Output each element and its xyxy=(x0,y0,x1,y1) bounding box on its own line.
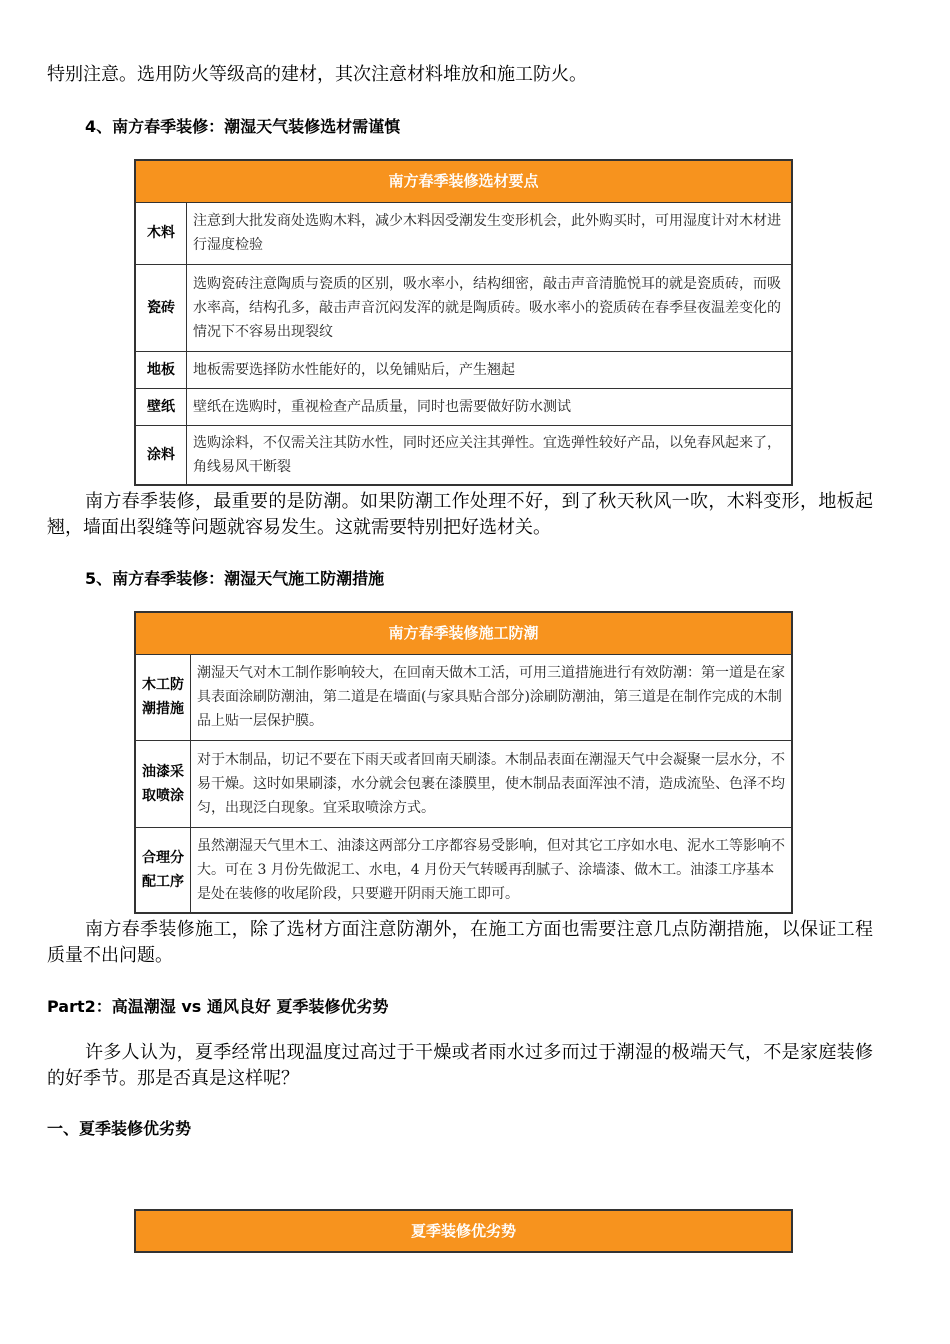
table-row xyxy=(135,351,792,388)
part-2-subheading: 一、夏季装修优劣势 xyxy=(47,1119,192,1138)
row-text: 壁纸在选购时，重视检查产品质量，同时也需要做好防水测试 xyxy=(187,388,793,425)
table-row xyxy=(135,202,792,264)
row-label-line: 合理分 xyxy=(142,849,184,866)
row-label xyxy=(135,827,191,913)
part-2-heading: Part2：高温潮湿 vs 通风良好 夏季装修优劣势 xyxy=(47,997,389,1016)
materials-table-title: 南方春季装修选材要点 xyxy=(135,160,792,202)
table-row xyxy=(135,264,792,351)
row-text: 地板需要选择防水性能好的，以免铺贴后，产生翘起 xyxy=(187,351,793,388)
part-2-paragraph: 许多人认为，夏季经常出现温度过高过于干燥或者雨水过多而过于潮湿的极端天气，不是家庭装修的好季节。那是否真是这样呢？ xyxy=(47,1042,873,1089)
row-label: 涂料 xyxy=(135,425,187,485)
row-text: 对于木制品，切记不要在下雨天或者回南天刷漆。木制品表面在潮湿天气中会凝聚一层水分，不易干燥。这时如果刷漆，水分就会包裹在漆膜里，使木制品表面浑浊不清，造成流坠、色泽不均匀，出现泛白现象。宜采取喷涂方式。 xyxy=(191,740,793,827)
row-label: 木料 xyxy=(135,202,187,264)
row-text: 注意到大批发商处选购木料，减少木料因受潮发生变形机会，此外购买时，可用湿度计对木材进行湿度检验 xyxy=(187,202,793,264)
table-row xyxy=(135,827,792,913)
table-row xyxy=(135,425,792,485)
section-4-paragraph: 南方春季装修，最重要的是防潮。如果防潮工作处理不好，到了秋天秋风一吹，木料变形，地板起翘，墙面出裂缝等问题就容易发生。这就需要特别把好选材关。 xyxy=(47,491,873,538)
row-label-line: 油漆采 xyxy=(142,763,184,780)
row-label xyxy=(135,740,191,827)
row-text: 选购涂料，不仅需关注其防水性，同时还应关注其弹性。宜选弹性较好产品，以免春风起来了，角线易风干断裂 xyxy=(187,425,793,485)
row-label: 地板 xyxy=(135,351,187,388)
row-label: 壁纸 xyxy=(135,388,187,425)
row-label: 瓷砖 xyxy=(135,264,187,351)
row-label xyxy=(135,654,191,740)
row-label-line: 取喷涂 xyxy=(142,787,184,804)
summer-table xyxy=(134,1209,793,1253)
construction-table-title: 南方春季装修施工防潮 xyxy=(135,612,792,654)
row-label-line: 潮措施 xyxy=(142,701,184,717)
row-text: 虽然潮湿天气里木工、油漆这两部分工序都容易受影响，但对其它工序如水电、泥水工等影响不大。可在 3 月份先做泥工、水电，4 月份天气转暖再刮腻子、涂墙漆、做木工。油漆工序基本是处在装修的收尾阶段，只要避开阴雨天施工即可。 xyxy=(191,827,793,913)
section-5-paragraph: 南方春季装修施工，除了选材方面注意防潮外，在施工方面也需要注意几点防潮措施，以保证工程质量不出问题。 xyxy=(47,919,873,966)
section-4-heading: 4、南方春季装修：潮湿天气装修选材需谨慎 xyxy=(85,117,401,136)
row-label-line: 木工防 xyxy=(142,677,184,693)
row-text: 潮湿天气对木工制作影响较大，在回南天做木工活，可用三道措施进行有效防潮：第一道是在家具表面涂刷防潮油，第二道是在墙面(与家具贴合部分)涂刷防潮油，第三道是在制作完成的木制品上贴一层保护膜。 xyxy=(191,654,793,740)
table-row xyxy=(135,388,792,425)
summer-table-title: 夏季装修优劣势 xyxy=(135,1210,792,1252)
table-row xyxy=(135,654,792,740)
row-text: 选购瓷砖注意陶质与瓷质的区别，吸水率小，结构细密，敲击声音清脆悦耳的就是瓷质砖，而吸水率高，结构孔多，敲击声音沉闷发浑的就是陶质砖。吸水率小的瓷质砖在春季昼夜温差变化的情况下不容易出现裂纹 xyxy=(187,264,793,351)
table-row xyxy=(135,740,792,827)
row-label-line: 配工序 xyxy=(142,873,184,890)
construction-table xyxy=(134,611,793,914)
section-5-heading: 5、南方春季装修：潮湿天气施工防潮措施 xyxy=(85,569,385,588)
materials-table xyxy=(134,159,793,486)
intro-paragraph-tail: 特别注意。选用防火等级高的建材，其次注意材料堆放和施工防火。 xyxy=(47,64,587,85)
